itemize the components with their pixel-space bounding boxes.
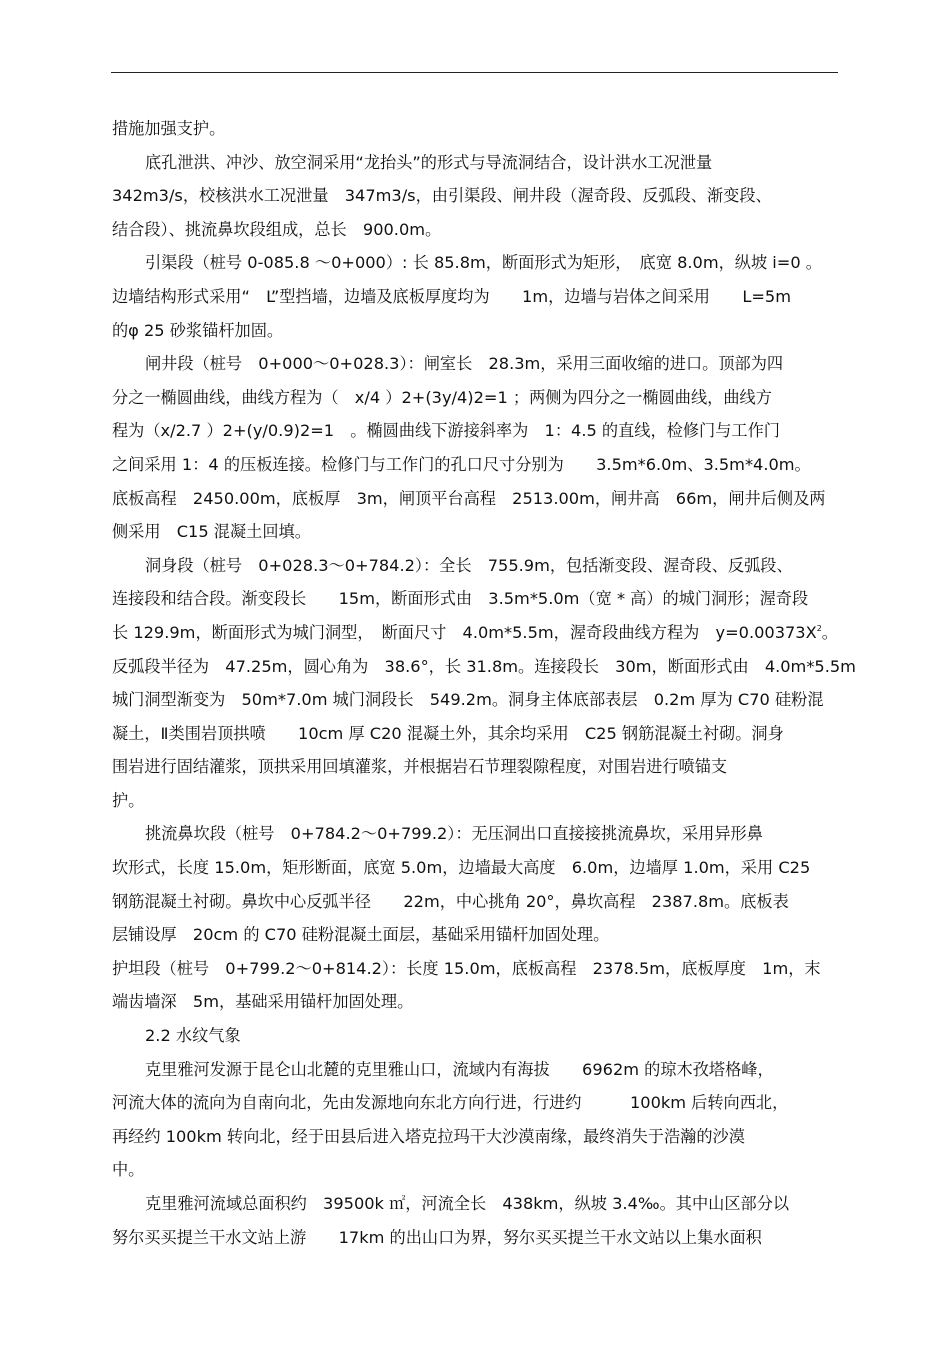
text-line: 342m3/s，校核洪水工况泄量 347m3/s，由引渠段、闸井段（渥奇段、反弧段、渐变段、 xyxy=(112,186,772,206)
text-line: 努尔买买提兰干水文站上游 17km 的出山口为界，努尔买买提兰干水文站以上集水面积 xyxy=(112,1227,762,1247)
text-line: 分之一椭圆曲线，曲线方程为（ x/4 ）2+(3y/4)2=1 ；两侧为四分之一椭圆曲线，曲线方 xyxy=(112,387,772,407)
text-line: 边墙结构形式采用“ L”型挡墙，边墙及底板厚度均为 1m，边墙与岩体之间采用 L=5m xyxy=(112,286,791,306)
text-line: 钢筋混凝土衬砌。鼻坎中心反弧半径 22m，中心挑角 20°，鼻坎高程 2387.8m。底板表 xyxy=(112,891,789,911)
text-line: 洞身段（桩号 0+028.3～0+784.2）：全长 755.9m，包括渐变段、渥奇段、反弧段、 xyxy=(145,555,793,575)
text-line: 端齿墙深 5m，基础采用锚杆加固处理。 xyxy=(112,992,414,1012)
document-body xyxy=(112,112,856,1254)
text-line: 底孔泄洪、冲沙、放空洞采用“龙抬头”的形式与导流洞结合，设计洪水工况泄量 xyxy=(145,152,713,172)
text-line: 层铺设厚 20cm 的 C70 硅粉混凝土面层，基础采用锚杆加固处理。 xyxy=(112,925,610,945)
superscript: 2 xyxy=(816,623,822,633)
header-rule xyxy=(111,72,838,73)
text-line: 挑流鼻坎段（桩号 0+784.2～0+799.2）：无压洞出口直接接挑流鼻坎，采用异形鼻 xyxy=(145,824,763,844)
text-line: 引渠段（桩号 0-085.8 ～0+000）: 长 85.8m，断面形式为矩形， 底宽 8.0m，纵坡 i=0 。 xyxy=(145,253,822,273)
text-line: 的φ 25 砂浆锚杆加固。 xyxy=(112,320,284,340)
text-line: 城门洞型渐变为 50m*7.0m 城门洞段长 549.2m。洞身主体底部表层 0.2m 厚为 C70 硅粉混 xyxy=(112,690,824,710)
text-line: 凝土，Ⅱ类围岩顶拱喷 10cm 厚 C20 混凝土外，其余均采用 C25 钢筋混凝土衬砌。洞身 xyxy=(112,723,784,743)
text-line: 底板高程 2450.00m，底板厚 3m，闸顶平台高程 2513.00m，闸井高 66m，闸井后侧及两 xyxy=(112,488,826,508)
text-line: 2.2 水纹气象 xyxy=(145,1026,241,1046)
text-line: 程为（x/2.7 ）2+(y/0.9)2=1 。椭圆曲线下游接斜率为 1：4.5 的直线，检修门与工作门 xyxy=(112,421,780,441)
text-line: 护坦段（桩号 0+799.2～0+814.2）：长度 15.0m，底板高程 2378.5m，底板厚度 1m，末 xyxy=(112,958,821,978)
text-line: 坎形式，长度 15.0m，矩形断面，底宽 5.0m，边墙最大高度 6.0m，边墙厚 1.0m，采用 C25 xyxy=(112,858,811,878)
text-line: 克里雅河发源于昆仑山北麓的克里雅山口，流域内有海拔 6962m 的琼木孜塔格峰， xyxy=(145,1059,774,1079)
text-line: 再经约 100km 转向北，经于田县后进入塔克拉玛干大沙漠南缘，最终消失于浩瀚的沙漠 xyxy=(112,1126,745,1146)
text-line: 围岩进行固结灌浆，顶拱采用回填灌浆，并根据岩石节理裂隙程度，对围岩进行喷锚支 xyxy=(112,757,728,777)
text-line: 侧采用 C15 混凝土回填。 xyxy=(112,522,311,542)
text-line: 闸井段（桩号 0+000～0+028.3）：闸室长 28.3m，采用三面收缩的进口。顶部为四 xyxy=(145,354,784,374)
text-line: 护。 xyxy=(112,790,145,810)
text-line: 之间采用 1：4 的压板连接。检修门与工作门的孔口尺寸分别为 3.5m*6.0m、3.5m*4.0m。 xyxy=(112,454,811,474)
text-line: 长 129.9m，断面形式为城门洞型， 断面尺寸 4.0m*5.5m，渥奇段曲线方程为 $y=0.00373X^2$。 xyxy=(112,622,838,642)
text-line: 结合段）、挑流鼻坎段组成，总长 900.0m。 xyxy=(112,219,442,239)
text-line: 克里雅河流域总面积约 39500k ㎡，河流全长 438km，纵坡 3.4‰。其中山区部分以 xyxy=(145,1194,790,1213)
text-line: 反弧段半径为 47.25m，圆心角为 38.6°，长 31.8m。连接段长 30m，断面形式由 4.0m*5.5m xyxy=(112,656,856,676)
text-line: 中。 xyxy=(112,1160,145,1180)
text-line: 措施加强支护。 xyxy=(112,119,226,138)
text-line: 河流大体的流向为自南向北，先由发源地向东北方向行进，行进约 100km 后转向西北， xyxy=(112,1093,789,1113)
text-line: 连接段和结合段。渐变段长 15m，断面形式由 3.5m*5.0m（宽 * 高）的城门洞形；渥奇段 xyxy=(112,589,809,609)
